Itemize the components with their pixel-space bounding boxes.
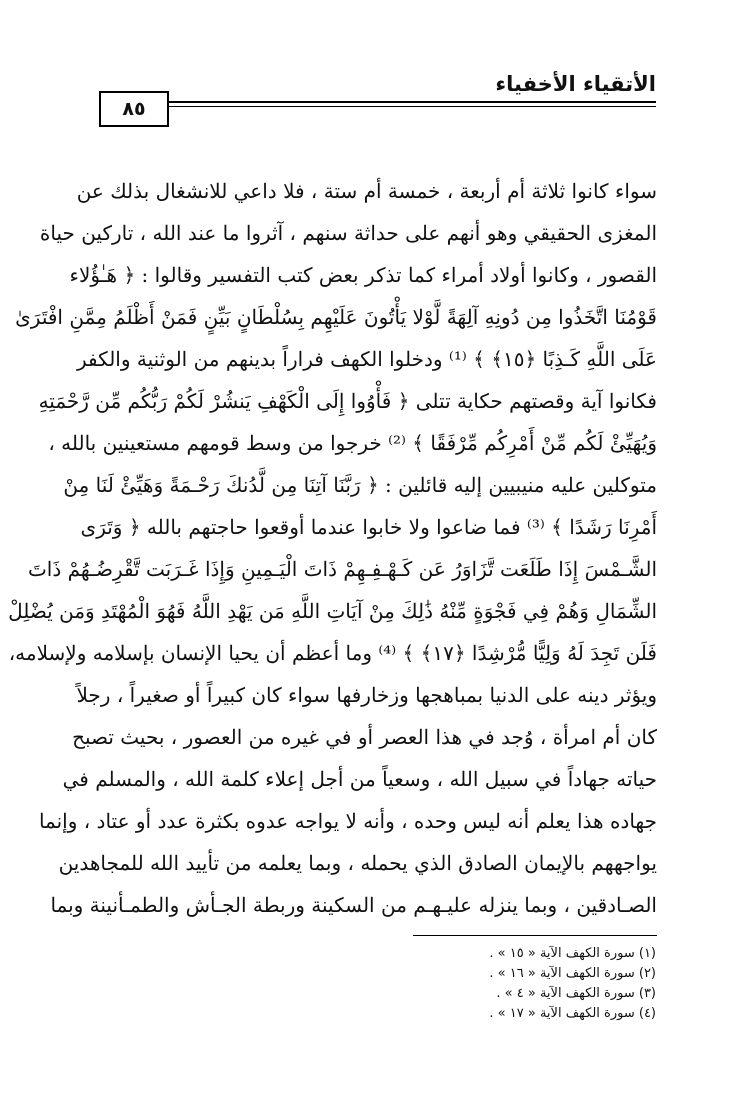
page-number: ٨٥ bbox=[99, 91, 169, 127]
text-line: يواجههم بالإيمان الصادق الذي يحمله ، وبما يعلمه من تأييد الله للمجاهدين bbox=[58, 851, 657, 875]
text-line: وَيُهَيِّئْ لَكُم مِّنْ أَمْرِكُم مِّرْفَقًا ﴾ ⁽²⁾ خرجوا من وسط قومهم مستعينين بالله ، bbox=[48, 431, 657, 455]
text-line: فَلَن تَجِدَ لَهُ وَلِيًّا مُّرْشِدًا ﴿١٧﴾ ﴾ ⁽⁴⁾ وما أعظم أن يحيا الإنسان بإسلامه ولإسلامه، bbox=[8, 641, 657, 665]
footnote: (١) سورة الكهف الآية « ١٥ » . bbox=[489, 946, 656, 961]
text-line: أَمْرِنَا رَشَدًا ﴾ ⁽³⁾ فما ضاعوا ولا خابوا عندما أوقعوا حاجتهم بالله ﴿ وَتَرَى bbox=[80, 515, 657, 539]
text-line: الصـادقين ، وبما ينزله عليـهـم من السكينة وربطة الجـأش والطمـأنينة وبما bbox=[50, 893, 657, 917]
text-line: متوكلين عليه منيبيين إليه قائلين : ﴿ رَبَّنَا آتِنَا مِن لَّدُنكَ رَحْـمَةً وَهَيِّئْ لَنَا مِنْ bbox=[63, 473, 657, 497]
text-line: كان أم امرأة ، وُجد في هذا العصر أو في غيره من العصور ، بحيث تصبح bbox=[72, 725, 657, 749]
footnote-separator bbox=[413, 935, 657, 936]
body-text bbox=[8, 170, 657, 926]
text-line: فكانوا آية وقصتهم حكاية تتلى ﴿ فَأْوُوا إِلَى الْكَهْفِ يَنشُرْ لَكُمْ رَبُّكُم مِّن رَّحْمَتِهِ bbox=[38, 389, 657, 413]
text-line: قَوْمُنَا اتَّخَذُوا مِن دُونِهِ آلِهَةً لَّوْلا يَأْتُونَ عَلَيْهِم بِسُلْطَانٍ بَيِّنٍ فَمَنْ أَظْلَمُ مِمَّنِ افْتَرَىٰ bbox=[15, 305, 657, 329]
text-line: المغزى الحقيقي وهو أنهم على حداثة سنهم ، آثروا ما عند الله ، تاركين حياة bbox=[39, 221, 657, 245]
header-rule bbox=[100, 101, 656, 103]
text-line: الشَّـمْسَ إِذَا طَلَعَت تَّزَاوَرُ عَن كَـهْـفِـهِمْ ذَاتَ الْيَـمِينِ وَإِذَا غَـرَبَت تَّقْرِضُـهُمْ ذَاتَ bbox=[27, 557, 657, 581]
text-line: حياته جهاداً في سبيل الله ، وسعياً من أجل إعلاء كلمة الله ، والمسلم في bbox=[62, 767, 657, 791]
footnote: (٣) سورة الكهف الآية « ٤ » . bbox=[496, 986, 656, 1001]
text-line: جهاده هذا يعلم أنه ليس وحده ، وأنه لا يواجه عدوه بكثرة عدد أو عتاد ، وإنما bbox=[38, 809, 657, 833]
footnotes bbox=[336, 944, 656, 1024]
header-rule-thin bbox=[100, 106, 656, 107]
footnote: (٢) سورة الكهف الآية « ١٦ » . bbox=[489, 966, 656, 981]
text-line: سواء كانوا ثلاثة أم أربعة ، خمسة أم ستة ، فلا داعي للانشغال بذلك عن bbox=[76, 179, 657, 203]
text-line: القصور ، وكانوا أولاد أمراء كما تذكر بعض كتب التفسير وقالوا : ﴿ هَـٰؤُلاء bbox=[69, 263, 657, 287]
text-line: الشِّمَالِ وَهُمْ فِي فَجْوَةٍ مِّنْهُ ذَٰلِكَ مِنْ آيَاتِ اللَّهِ مَن يَهْدِ اللَّهُ فَهُوَ الْمُهْتَدِ وَمَن يُضْلِلْ bbox=[8, 599, 657, 623]
footnote: (٤) سورة الكهف الآية « ١٧ » . bbox=[489, 1006, 656, 1021]
text-line: ويؤثر دينه على الدنيا بمباهجها وزخارفها سواء كان كبيراً أو صغيراً ، رجلاً bbox=[76, 683, 657, 707]
text-line: عَلَى اللَّهِ كَـذِبًا ﴿١٥﴾ ﴾ ⁽¹⁾ ودخلوا الكهف فراراً بدينهم من الوثنية والكفر bbox=[77, 347, 657, 371]
running-title: الأتقياء الأخفياء bbox=[495, 72, 656, 96]
